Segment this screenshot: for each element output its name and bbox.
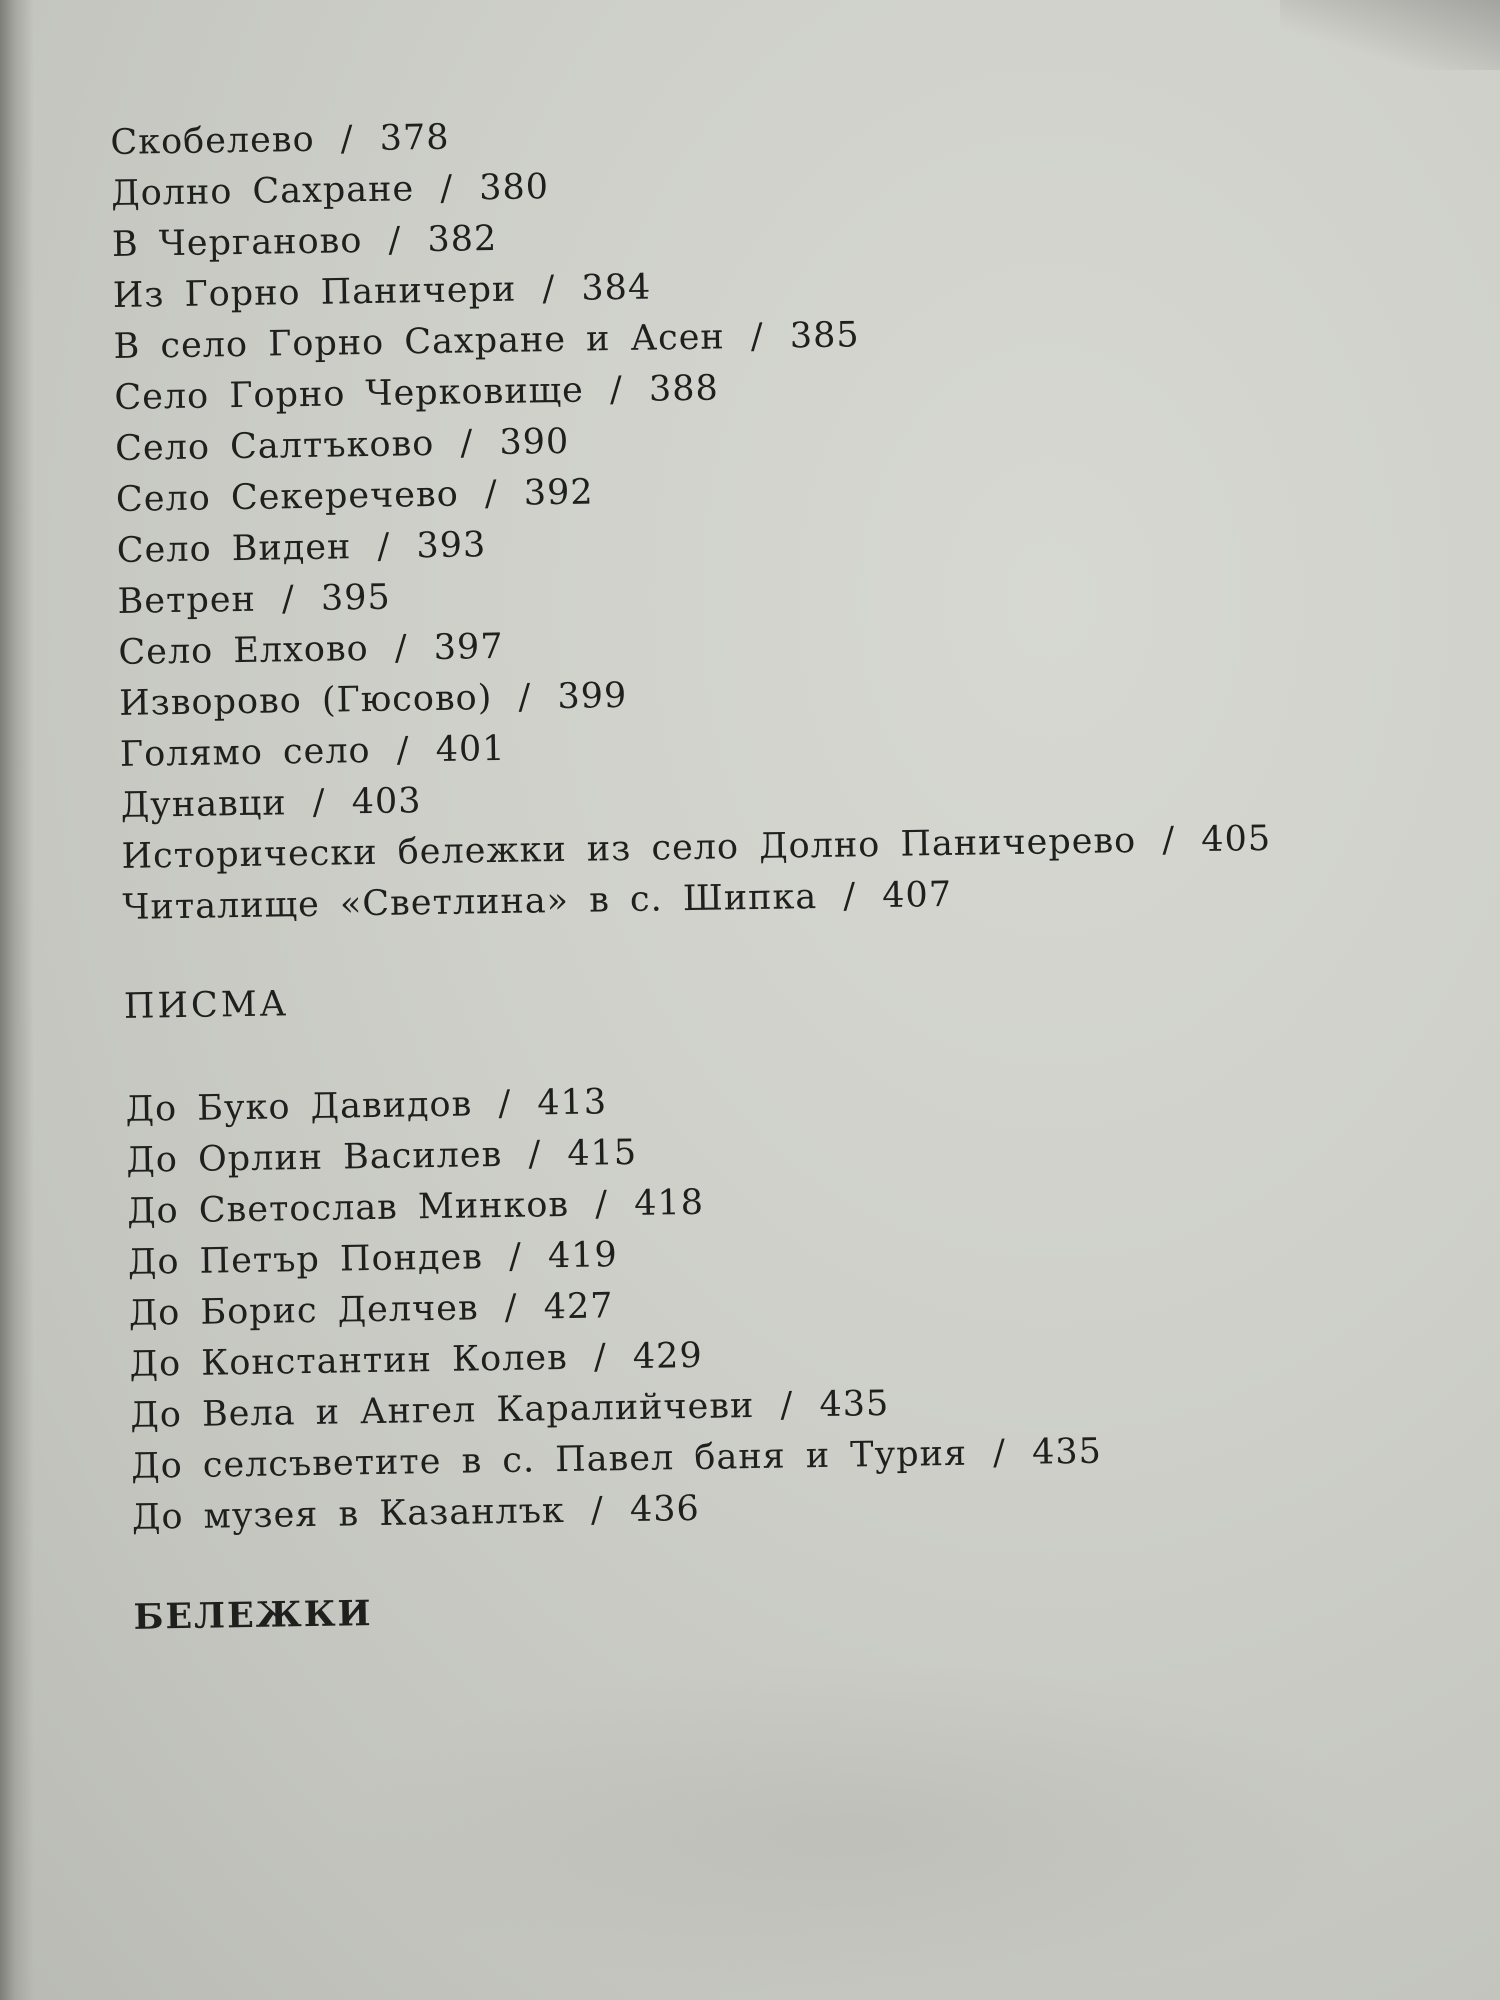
toc-entry-separator: / bbox=[842, 876, 857, 917]
toc-entry-title: До Орлин Василев bbox=[126, 1134, 503, 1181]
toc-entry-separator: / bbox=[340, 119, 354, 160]
toc-entry-separator: / bbox=[312, 782, 326, 823]
toc-entry-page-number: 390 bbox=[499, 421, 570, 463]
toc-entry-title: Село Виден bbox=[116, 527, 352, 571]
toc-entry-separator: / bbox=[609, 369, 624, 411]
toc-entry-page-number: 435 bbox=[819, 1383, 890, 1426]
toc-entry-separator: / bbox=[590, 1490, 605, 1531]
toc-entry-page-number: 413 bbox=[537, 1082, 608, 1124]
toc-entry-separator: / bbox=[281, 579, 296, 620]
letters-entries-list bbox=[125, 1064, 1472, 1544]
toc-entry-separator: / bbox=[394, 628, 408, 669]
notes-heading: БЕЛЕЖКИ bbox=[133, 1593, 373, 1638]
toc-entry-separator: / bbox=[508, 1236, 523, 1277]
toc-entry-page-number: 388 bbox=[648, 368, 720, 410]
toc-entry-title: Скобелево bbox=[110, 119, 315, 163]
toc-entry-page-number: 427 bbox=[543, 1286, 614, 1328]
toc-entry-page-number: 380 bbox=[478, 167, 550, 209]
toc-entry-title: Изворово (Гюсово) bbox=[118, 678, 493, 724]
toc-entry-title: До Светослав Минков bbox=[126, 1184, 570, 1232]
toc-entry-title: Читалище «Светлина» в с. Шипка bbox=[122, 876, 818, 928]
toc-entry-page-number: 397 bbox=[433, 626, 504, 668]
toc-entry-page-number: 393 bbox=[416, 525, 487, 567]
toc-entry-separator: / bbox=[498, 1083, 512, 1125]
toc-entry-separator: / bbox=[484, 473, 498, 515]
toc-entry-title: До Петър Пондев bbox=[127, 1237, 484, 1283]
toc-entry-page-number: 385 bbox=[789, 315, 860, 357]
toc-entry-title: Исторически бележки из село Долно Паничерево bbox=[121, 820, 1137, 877]
toc-entry-separator: / bbox=[518, 677, 532, 718]
print-bleed-through bbox=[330, 1660, 1380, 2000]
toc-entry-page-number: 407 bbox=[881, 874, 953, 916]
toc-entry-title: Дунавци bbox=[120, 783, 287, 826]
toc-entry-separator: / bbox=[750, 316, 764, 357]
toc-entry-page-number: 405 bbox=[1200, 818, 1272, 860]
toc-entry-page-number: 395 bbox=[320, 577, 392, 619]
toc-entry-page-number: 392 bbox=[523, 472, 594, 514]
toc-entry-title: До Борис Делчев bbox=[128, 1288, 479, 1334]
toc-entry-separator: / bbox=[542, 269, 556, 310]
toc-entry-page-number: 429 bbox=[632, 1335, 703, 1377]
toc-entry-separator: / bbox=[528, 1134, 542, 1175]
toc-entry-title: Село Салтъково bbox=[114, 423, 435, 469]
toc-entry-title: До селсъветите в с. Павел баня и Турия bbox=[130, 1433, 968, 1487]
toc-entry-page-number: 401 bbox=[435, 728, 506, 770]
toc-entry-title: Село Горно Черковище bbox=[114, 370, 585, 418]
village-entries-list bbox=[110, 97, 1463, 934]
toc-entry-separator: / bbox=[780, 1385, 794, 1426]
toc-entry-page-number: 378 bbox=[379, 117, 450, 159]
toc-entry-title: До Буко Давидов bbox=[125, 1084, 473, 1130]
toc-entry-title: До Константин Колев bbox=[129, 1337, 569, 1385]
toc-entry-title: Голямо село bbox=[119, 730, 371, 775]
table-of-contents bbox=[110, 97, 1475, 1695]
toc-entry-separator: / bbox=[388, 220, 402, 261]
toc-entry-separator: / bbox=[593, 1337, 608, 1378]
toc-entry-page-number: 403 bbox=[351, 781, 422, 823]
toc-entry-page-number: 384 bbox=[581, 267, 652, 309]
toc-entry-separator: / bbox=[594, 1184, 609, 1225]
toc-entry-title: Долно Сахране bbox=[110, 169, 415, 214]
toc-entry-separator: / bbox=[504, 1287, 518, 1328]
toc-entry-page-number: 415 bbox=[567, 1132, 638, 1174]
toc-entry-title: В село Горно Сахране и Асен bbox=[113, 317, 726, 367]
page-top-edge bbox=[1280, 0, 1500, 70]
toc-entry-title: До Вела и Ангел Каралийчеви bbox=[130, 1386, 755, 1436]
toc-entry-separator: / bbox=[439, 168, 454, 209]
toc-entry-separator: / bbox=[377, 526, 391, 567]
toc-entry-title: Ветрен bbox=[117, 579, 257, 622]
toc-entry-separator: / bbox=[1162, 820, 1176, 861]
toc-entry-separator: / bbox=[992, 1433, 1007, 1474]
toc-entry-title: Из Горно Паничери bbox=[112, 269, 517, 316]
letters-heading: ПИСМА bbox=[123, 984, 290, 1027]
toc-entry-separator: / bbox=[460, 423, 474, 464]
toc-entry-page-number: 436 bbox=[629, 1488, 701, 1531]
book-spine-shadow bbox=[0, 0, 34, 2000]
toc-entry-page-number: 399 bbox=[557, 675, 628, 718]
toc-entry-page-number: 435 bbox=[1031, 1431, 1103, 1473]
toc-entry-title: В Черганово bbox=[111, 221, 363, 265]
toc-entry-separator: / bbox=[396, 730, 410, 771]
toc-entry-page-number: 418 bbox=[633, 1182, 705, 1224]
toc-entry-title: Село Елхово bbox=[118, 629, 369, 673]
toc-entry-title: Село Секеречево bbox=[115, 474, 460, 520]
toc-entry-title: До музея в Казанлък bbox=[131, 1491, 566, 1538]
toc-entry-page-number: 419 bbox=[547, 1235, 619, 1277]
toc-entry-page-number: 382 bbox=[427, 218, 498, 261]
